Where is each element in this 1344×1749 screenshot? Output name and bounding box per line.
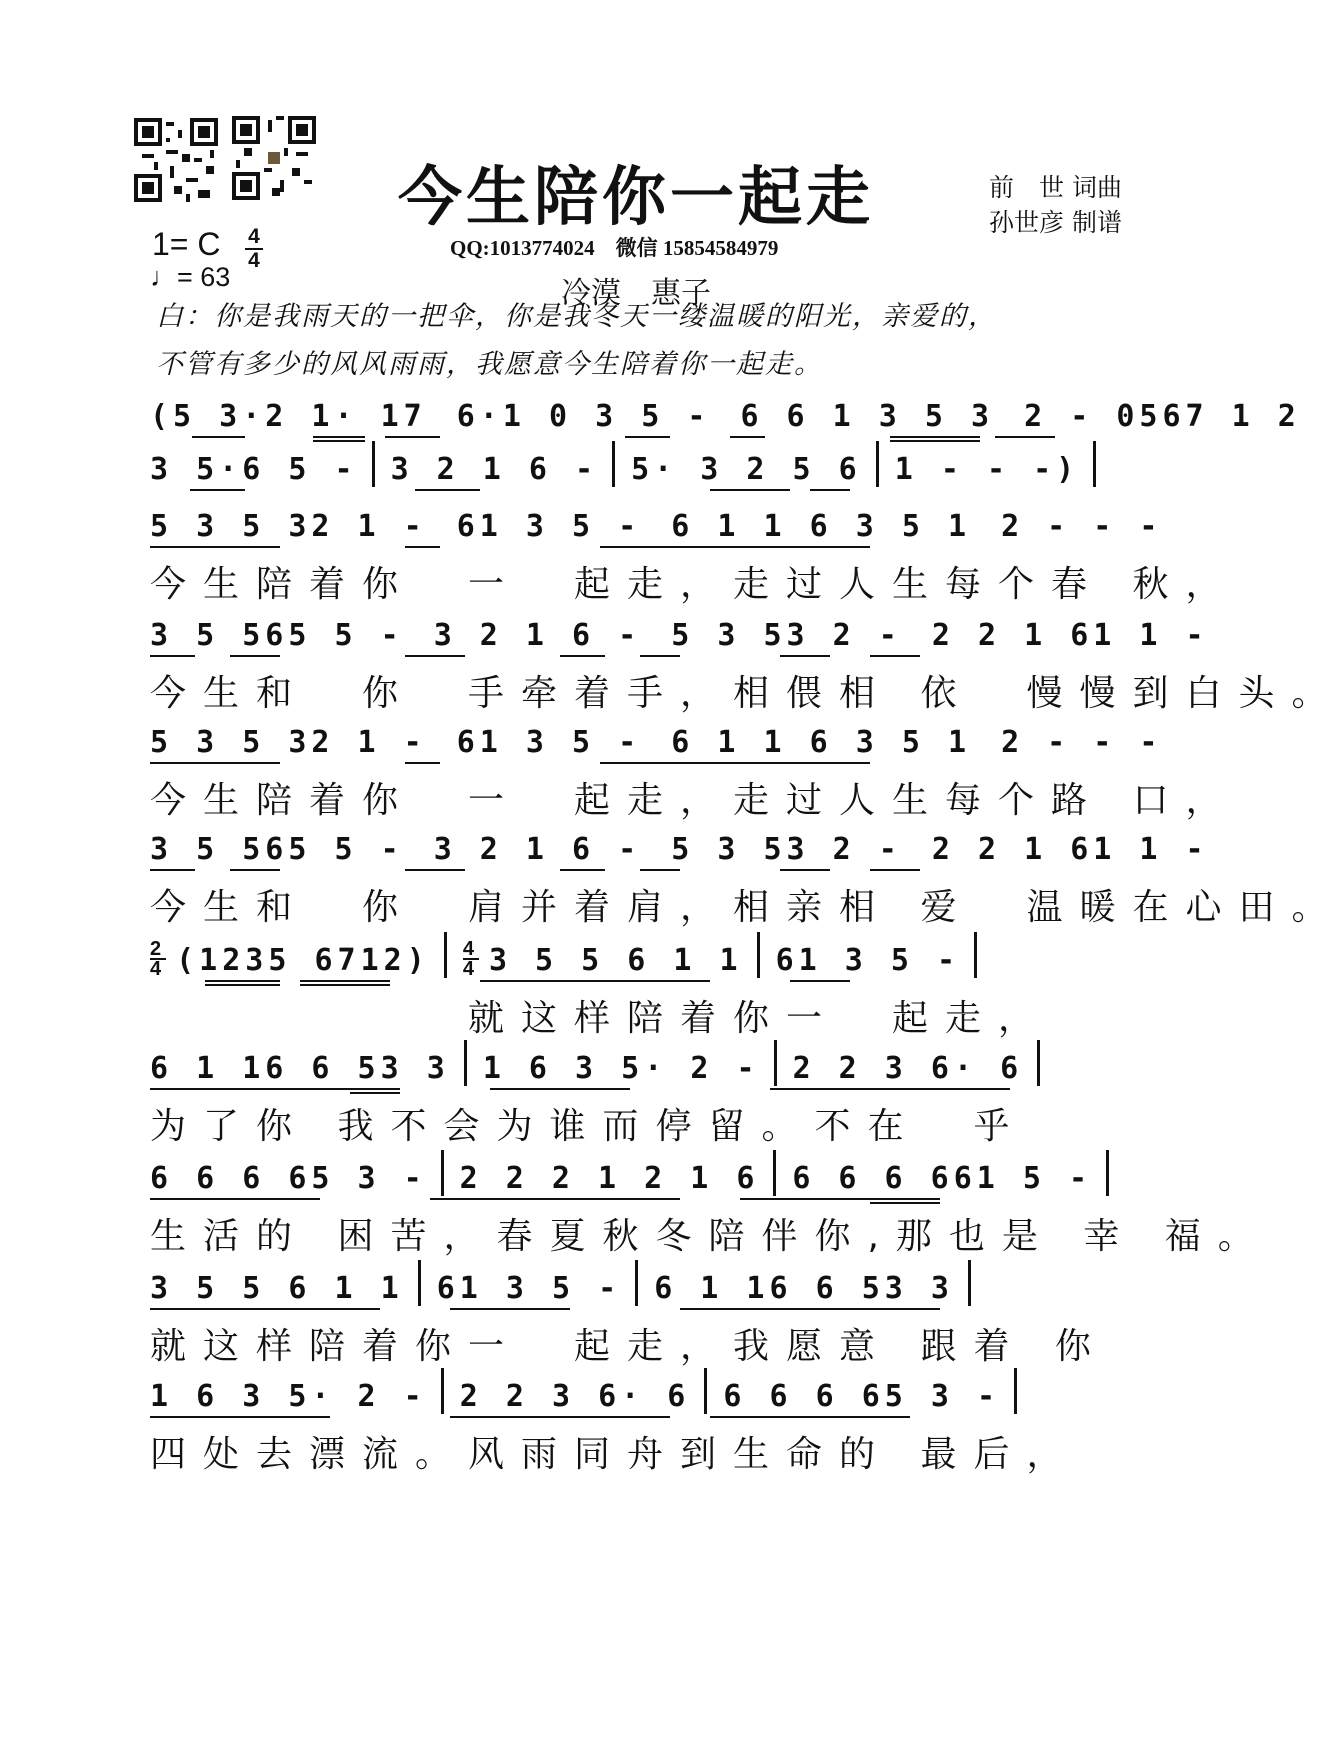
notation-line: [150, 1254, 1125, 1306]
score-system: [150, 815, 1344, 928]
beam-underlines: [150, 762, 1125, 768]
measure: 61 3 5 -: [456, 725, 642, 760]
lyric-line: 四处去漂流。风雨同舟到生命的 最后，: [150, 1434, 1080, 1475]
measure: 6 6 1 3 5 3: [740, 399, 995, 434]
measure: 3 5·6 5 -: [150, 452, 358, 487]
lyric-line: 生活的 困苦，春夏秋冬陪伴你,那也是 幸 福。: [150, 1216, 1271, 1257]
time-signature: 4 4: [245, 226, 263, 272]
measure: 5 3 5 32 1 -: [150, 725, 427, 760]
beam-underlines: [150, 655, 1125, 661]
score-system: [150, 1254, 1125, 1367]
measure: 6 6 6 661 5 -: [792, 1161, 1093, 1196]
measure: 5 3 53 2 -: [671, 832, 902, 867]
measure: 1 - - -): [894, 452, 1080, 487]
lyric-line: 就这样陪着你一 起走，: [150, 998, 1052, 1039]
measure: 6 6 6 65 3 -: [150, 1161, 427, 1196]
notation-line: [150, 492, 1163, 544]
lyric-line: 今生和 你 肩并着肩，相亲相 爱 温暖在心田。: [150, 887, 1344, 928]
score-system: [150, 926, 1125, 1039]
score-system: [150, 1362, 1125, 1475]
measure: 61 3 5 -: [775, 943, 961, 978]
arranger-credit: 孙世彦 制谱: [989, 208, 1122, 237]
notation-line: [150, 926, 1125, 978]
contact-info: QQ:1013774024 微信 15854584979: [450, 236, 779, 260]
song-title: 今生陪你一起走: [398, 160, 874, 235]
notation-line: [150, 601, 1209, 653]
notation-line: [150, 1034, 1125, 1086]
notation-line: [150, 1144, 1125, 1196]
notation-line: [150, 1362, 1125, 1414]
lyric-line: 就这样陪着你一 起走，我愿意 跟着 你: [150, 1326, 1108, 1367]
measure: (5 3·2 1· 17: [150, 399, 427, 434]
measure: 2 2 3 6· 6: [792, 1051, 1024, 1086]
key-signature: 1= C: [152, 226, 221, 262]
notation-line: [150, 708, 1163, 760]
measure: 6 1 16 6 53 3: [150, 1051, 450, 1086]
measure: 3 2 1 6 -: [433, 618, 642, 653]
score-system: [150, 1144, 1271, 1257]
measure: 3 5 565 5 -: [150, 832, 404, 867]
measure: 2 - - -: [1001, 725, 1163, 760]
measure: 3 2 1 6 -: [390, 452, 599, 487]
measure: 1 6 3 5· 2 -: [150, 1379, 427, 1414]
score-system: [150, 708, 1239, 821]
measure: 6 1 1 6 3 5 1: [671, 509, 972, 544]
measure: 61 3 5 -: [456, 509, 642, 544]
measure: 5 3 5 32 1 -: [150, 509, 427, 544]
beam-underlines: [150, 1308, 1125, 1314]
tempo-marking: ♩= 63: [150, 262, 231, 292]
notation-line: [150, 435, 1125, 487]
measure: 1 6 3 5· 2 -: [482, 1051, 760, 1086]
measure: 6 1 1 6 3 5 1: [671, 725, 972, 760]
dialogue-line: 白：你是我雨天的一把伞，你是我冬天一缕温暖的阳光，亲爱的，: [156, 301, 997, 332]
score-system: [150, 492, 1239, 605]
lyric-line: 今生陪着你 一 起走，走过人生每个路 口，: [150, 780, 1239, 821]
measure: 2 2 1 61 1 -: [931, 618, 1209, 653]
beam-underlines: [150, 1088, 1125, 1094]
measure: 2 - - -: [1001, 509, 1163, 544]
lyric-line: 今生和 你 手牵着手，相偎相 依 慢慢到白头。: [150, 673, 1344, 714]
measure: 2 - 0567 1 2: [1024, 399, 1301, 434]
beam-underlines: [150, 546, 1125, 552]
measure: 6·1 0 3 5 -: [456, 399, 711, 434]
time-signature-change: 2 4: [150, 938, 167, 980]
measure: 3 2 1 6 -: [433, 832, 642, 867]
measure: 6 1 16 6 53 3: [654, 1271, 954, 1306]
measure: 2 2 3 6· 6: [459, 1379, 691, 1414]
measure: 3 5 5 6 1 1: [150, 1271, 404, 1306]
lyric-line: 今生陪着你 一 起走，走过人生每个春 秋，: [150, 564, 1239, 605]
score-system: [150, 601, 1344, 714]
measure: 3 5 565 5 -: [150, 618, 404, 653]
beam-underlines: [150, 1416, 1125, 1422]
beam-underlines: [150, 869, 1125, 875]
time-signature-change: 4 4: [462, 938, 479, 980]
measure: 3 5 5 6 1 1: [488, 943, 743, 978]
lyrics-music-credit: 前 世 词曲: [989, 173, 1122, 202]
measure: 5· 3 2 5 6: [631, 452, 862, 487]
beam-underlines: [150, 980, 1125, 986]
singers: 冷漠 惠子: [561, 276, 711, 311]
dialogue-line: 不管有多少的风风雨雨，我愿意今生陪着你一起走。: [156, 349, 823, 380]
measure: 5 3 53 2 -: [671, 618, 902, 653]
notation-line: [150, 815, 1209, 867]
score-system: [150, 1034, 1125, 1147]
measure: 61 3 5 -: [436, 1271, 622, 1306]
notation-line: [150, 382, 1301, 434]
lyric-line: 为了你 我不会为谁而停留。不在 乎: [150, 1106, 1027, 1147]
measure: (1235 6712): [176, 943, 430, 978]
measure: 6 6 6 65 3 -: [723, 1379, 1001, 1414]
measure: 2 2 1 61 1 -: [931, 832, 1209, 867]
beam-underlines: [150, 1198, 1125, 1204]
measure: 2 2 2 1 2 1 6: [459, 1161, 760, 1196]
